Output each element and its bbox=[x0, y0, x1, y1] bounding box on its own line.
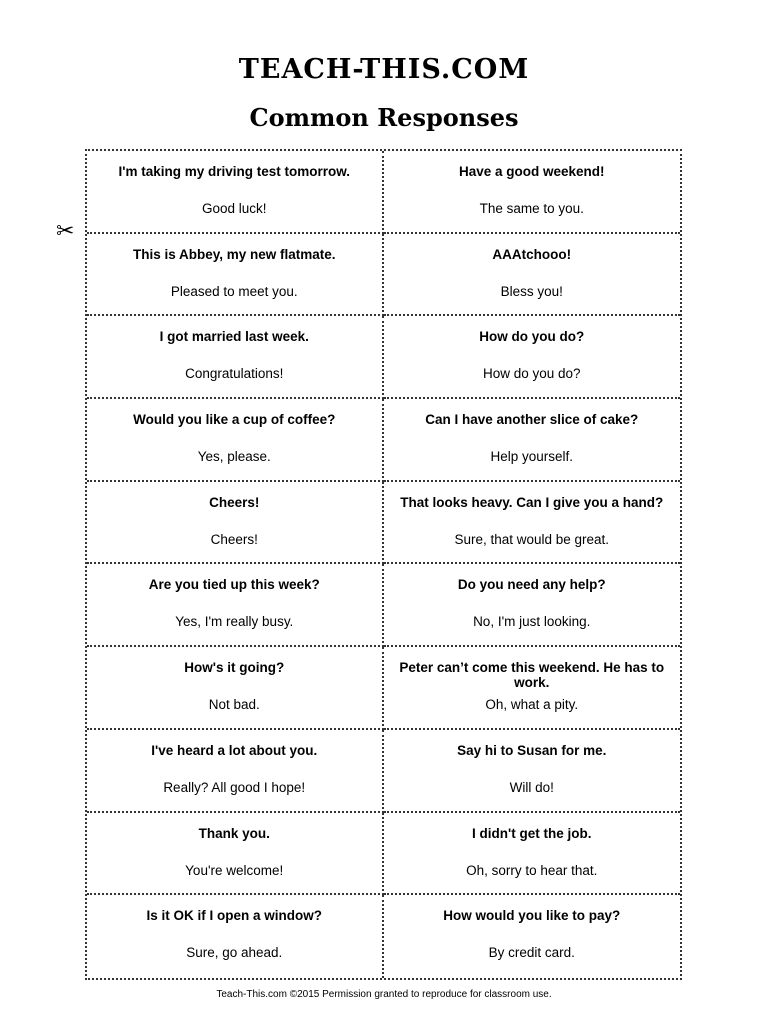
card bbox=[384, 482, 681, 565]
card-response: The same to you. bbox=[479, 201, 584, 216]
card-prompt: Do you need any help? bbox=[457, 577, 606, 593]
card bbox=[384, 234, 681, 317]
card-response: Oh, sorry to hear that. bbox=[466, 862, 598, 878]
card-prompt: How would you like to pay? bbox=[443, 908, 621, 924]
card-response: Bless you! bbox=[500, 283, 563, 299]
card-prompt: How's it going? bbox=[184, 660, 285, 676]
card-response: Will do! bbox=[509, 779, 554, 795]
card-prompt: Cheers! bbox=[209, 494, 260, 510]
footer-copyright: Teach-This.com ©2015 Permission granted to reproduce for classroom use. bbox=[216, 989, 552, 1000]
card-prompt: Peter can’t come this weekend. He has to work. bbox=[399, 660, 665, 691]
card bbox=[384, 564, 681, 647]
card bbox=[384, 895, 681, 978]
card-prompt: I'm taking my driving test tomorrow. bbox=[118, 164, 350, 179]
card-response: No, I'm just looking. bbox=[473, 614, 591, 630]
card bbox=[87, 647, 384, 730]
scissors-icon: ✂ bbox=[56, 219, 75, 244]
card bbox=[384, 316, 681, 399]
card-prompt: I've heard a lot about you. bbox=[151, 742, 318, 758]
page-title: Common Responses bbox=[249, 103, 519, 132]
card-response: Help yourself. bbox=[490, 449, 574, 465]
card bbox=[384, 399, 681, 482]
card bbox=[87, 813, 384, 896]
card bbox=[87, 234, 384, 317]
card-prompt: Thank you. bbox=[198, 825, 270, 841]
card-prompt: I didn't get the job. bbox=[472, 825, 592, 841]
card-prompt: That looks heavy. Can I give you a hand? bbox=[400, 494, 664, 510]
card-response: Yes, I'm really busy. bbox=[175, 614, 294, 630]
card-prompt: Would you like a cup of coffee? bbox=[133, 412, 336, 428]
card-response: Really? All good I hope! bbox=[163, 779, 306, 795]
card-response: Good luck! bbox=[201, 201, 267, 216]
card bbox=[384, 647, 681, 730]
card-response: Congratulations! bbox=[185, 366, 284, 382]
card-prompt: Are you tied up this week? bbox=[148, 577, 320, 593]
card bbox=[87, 564, 384, 647]
card-prompt: Have a good weekend! bbox=[458, 164, 605, 179]
card-response: Pleased to meet you. bbox=[170, 283, 298, 299]
card-response: Not bad. bbox=[208, 697, 260, 713]
card-response: Oh, what a pity. bbox=[485, 697, 579, 713]
card-response: Yes, please. bbox=[197, 449, 271, 465]
brand-title: TEACH-THIS.COM bbox=[238, 54, 530, 85]
card-response: You're welcome! bbox=[185, 862, 284, 878]
card-prompt: Is it OK if I open a window? bbox=[146, 908, 322, 924]
card bbox=[87, 399, 384, 482]
card bbox=[87, 730, 384, 813]
card-prompt: Can I have another slice of cake? bbox=[425, 412, 639, 428]
card-response: Sure, that would be great. bbox=[454, 531, 610, 547]
card bbox=[87, 151, 384, 234]
card bbox=[384, 813, 681, 896]
card-prompt: How do you do? bbox=[479, 329, 585, 345]
card bbox=[87, 482, 384, 565]
card-prompt: Say hi to Susan for me. bbox=[457, 742, 607, 758]
card-response: How do you do? bbox=[482, 366, 581, 382]
card-prompt: AAAtchooo! bbox=[492, 246, 572, 262]
card-prompt: This is Abbey, my new flatmate. bbox=[132, 246, 336, 262]
card bbox=[384, 151, 681, 234]
card-prompt: I got married last week. bbox=[159, 329, 309, 345]
cards-grid bbox=[85, 149, 682, 980]
card-response: Sure, go ahead. bbox=[186, 945, 283, 961]
card bbox=[87, 316, 384, 399]
card bbox=[87, 895, 384, 978]
card-response: Cheers! bbox=[210, 531, 258, 547]
card bbox=[384, 730, 681, 813]
card-response: By credit card. bbox=[488, 945, 575, 961]
